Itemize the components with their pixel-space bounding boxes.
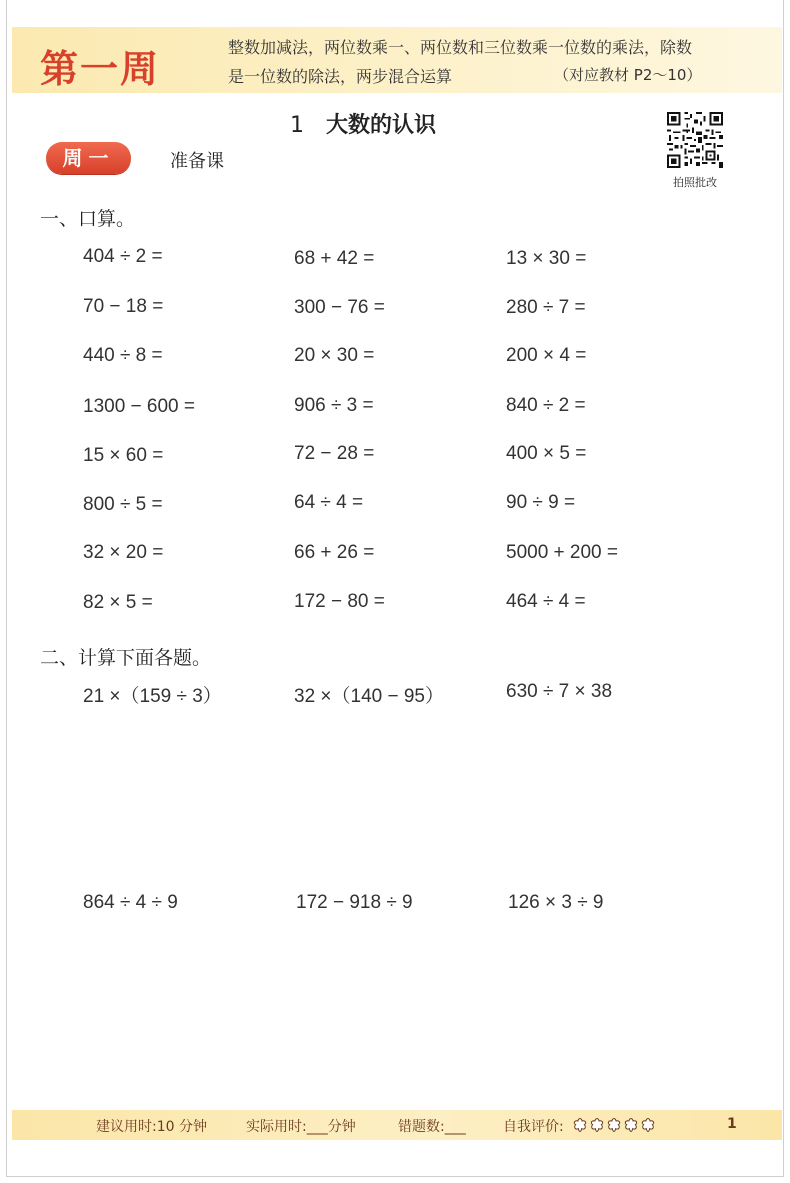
- problem-item: 5000 + 200 =: [506, 542, 618, 563]
- textbook-reference: （对应教材 P2～10）: [554, 66, 702, 84]
- problem-item: 630 ÷ 7 × 38: [506, 681, 613, 702]
- self-evaluation-rating[interactable]: [572, 1117, 656, 1133]
- day-topic: 准备课: [170, 151, 224, 172]
- problem-item: 13 × 30 =: [506, 248, 587, 269]
- problem-item: 20 × 30 =: [294, 345, 375, 366]
- problem-item: 400 × 5 =: [506, 443, 587, 464]
- problem-item: 800 ÷ 5 =: [83, 494, 163, 515]
- problem-item: 280 ÷ 7 =: [506, 297, 586, 318]
- problem-item: 906 ÷ 3 =: [294, 395, 374, 416]
- flower-star-icon[interactable]: [572, 1117, 588, 1133]
- problem-item: 15 × 60 =: [83, 445, 164, 466]
- problem-item: 864 ÷ 4 ÷ 9: [83, 892, 178, 913]
- problem-item: 440 ÷ 8 =: [83, 345, 163, 366]
- suggested-time: 建议用时:10 分钟: [96, 1119, 207, 1135]
- lesson-name: 大数的认识: [326, 113, 437, 138]
- scope-line-2: 是一位数的除法，两步混合运算: [228, 67, 453, 86]
- problem-item: 1300 − 600 =: [83, 396, 195, 417]
- problem-item: 32 ×（140 − 95）: [294, 686, 444, 707]
- problem-item: 300 − 76 =: [294, 297, 385, 318]
- qr-code-icon[interactable]: [667, 112, 723, 168]
- problem-item: 64 ÷ 4 =: [294, 492, 364, 513]
- week-title: 第一周: [40, 47, 161, 91]
- day-badge: 周一: [46, 142, 131, 174]
- flower-star-icon[interactable]: [640, 1117, 656, 1133]
- problem-item: 172 − 918 ÷ 9: [296, 892, 413, 913]
- problem-item: 21 ×（159 ÷ 3）: [83, 686, 222, 707]
- lesson-title: [290, 108, 436, 139]
- flower-star-icon[interactable]: [606, 1117, 622, 1133]
- page-number: 1: [727, 1116, 737, 1132]
- flower-star-icon[interactable]: [589, 1117, 605, 1133]
- problem-item: 82 × 5 =: [83, 592, 153, 613]
- problem-item: 126 × 3 ÷ 9: [508, 892, 604, 913]
- section-heading-mental-math: 一、口算。: [40, 208, 136, 230]
- section-heading-calculate: 二、计算下面各题。: [40, 647, 212, 669]
- qr-caption: 拍照批改: [673, 176, 717, 189]
- lesson-number: 1: [290, 113, 304, 138]
- problem-item: 68 + 42 =: [294, 248, 375, 269]
- problem-item: 200 × 4 =: [506, 345, 587, 366]
- problem-item: 90 ÷ 9 =: [506, 492, 576, 513]
- problem-item: 66 + 26 =: [294, 542, 375, 563]
- scope-line-1: 整数加减法，两位数乘一、两位数和三位数乘一位数的乘法，除数: [228, 38, 693, 57]
- problem-item: 840 ÷ 2 =: [506, 395, 586, 416]
- flower-star-icon[interactable]: [623, 1117, 639, 1133]
- problem-item: 72 − 28 =: [294, 443, 375, 464]
- actual-time: 实际用时:___分钟: [246, 1119, 356, 1135]
- error-count: 错题数:___: [398, 1119, 466, 1135]
- problem-item: 172 − 80 =: [294, 591, 385, 612]
- problem-item: 70 − 18 =: [83, 296, 164, 317]
- self-evaluation-label: 自我评价:: [503, 1119, 564, 1135]
- problem-item: 464 ÷ 4 =: [506, 591, 586, 612]
- problem-item: 32 × 20 =: [83, 542, 164, 563]
- problem-item: 404 ÷ 2 =: [83, 246, 163, 267]
